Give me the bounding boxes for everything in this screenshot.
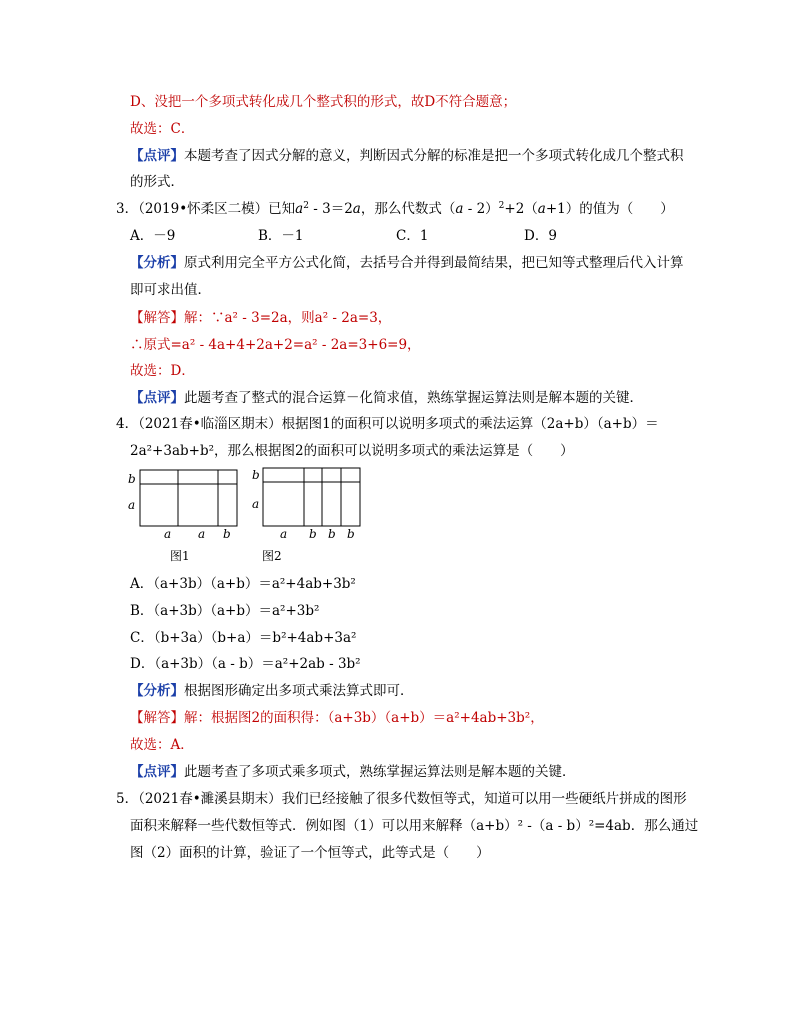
q4-option-a: A．（a+3b）（a+b）＝a²+4ab+3b²: [130, 576, 356, 592]
q5-stem: 5．（2021春•濉溪县期末）我们已经接触了很多代数恒等式，知道可以用一些硬纸片拼成的图形: [116, 791, 687, 807]
q3-answer: 故选：D．: [130, 363, 195, 379]
q2-review: [130, 146, 684, 166]
review-tag: 【点评】: [130, 764, 184, 780]
q2-answer: 故选：C．: [130, 121, 195, 137]
question-source: （2021春•临淄区期末）: [138, 416, 282, 432]
analysis-tag: 【分析】: [130, 255, 184, 271]
q4-option-d: D．（a+3b）（a - b）＝a²+2ab - 3b²: [130, 656, 361, 672]
fig2-bottom-label: b: [328, 527, 336, 541]
fig2-bottom-label: b: [309, 527, 317, 541]
q4-figures: [122, 464, 382, 564]
q3-analysis-line2: 即可求出值．: [130, 282, 211, 298]
q4-review: 【点评】此题考查了多项式乘多项式，熟练掌握运算法则是解本题的关键．: [130, 764, 576, 780]
q4-stem-line2: 2a²+3ab+b²，那么根据图2的面积可以说明多项式的乘法运算是（ ）: [130, 443, 574, 459]
q3-option-a: A．－9: [130, 228, 176, 244]
fig1-caption: 图1: [170, 549, 190, 563]
q3-solution-line2: ∴原式=a² - 4a+4+2a+2=a² - 2a=3+6=9，: [130, 337, 421, 353]
fig1-bottom-label: b: [223, 527, 231, 541]
solution-tag: 【解答】: [130, 710, 184, 726]
fig1-bottom-label: a: [164, 527, 172, 541]
fig2-side-label-a: a: [252, 497, 260, 511]
q3-option-c: C．1: [396, 228, 429, 244]
q3-option-b: B．－1: [258, 228, 304, 244]
q3-solution: 【解答】解：∵a² - 3=2a，则a² - 2a=3，: [130, 310, 392, 326]
fig2-bottom-label: a: [280, 527, 288, 541]
question-number: 3．: [116, 201, 139, 217]
review-tag: 【点评】: [130, 148, 184, 164]
q5-stem-line3: 图（2）面积的计算，验证了一个恒等式，此等式是（ ）: [130, 845, 490, 861]
question-number: 5．: [116, 791, 139, 807]
review-text: 本题考查了因式分解的意义，判断因式分解的标准是把一个多项式转化成几个整式积: [184, 148, 684, 164]
q4-analysis: 【分析】根据图形确定出多项式乘法算式即可．: [130, 683, 414, 699]
question-number: 4．: [116, 416, 139, 432]
figure-1: [128, 470, 237, 563]
fig1-bottom-label: a: [198, 527, 206, 541]
q4-option-c: C．（b+3a）（b+a）＝b²+4ab+3a²: [130, 630, 357, 646]
question-source: （2019•怀柔区二模）: [138, 201, 269, 217]
q4-answer: 故选：A．: [130, 737, 194, 753]
q3-stem: 3．（2019•怀柔区二模）已知$a^2 - 3=2a$，那么代数式（a - 2）$^2$+2（a+1）的值为（ ）: [116, 201, 674, 217]
review-tag: 【点评】: [130, 390, 184, 406]
fig2-bottom-label: b: [347, 527, 355, 541]
q4-solution: 【解答】解：根据图2的面积得：（a+3b）（a+b）＝a²+4ab+3b²，: [130, 710, 544, 726]
solution-tag: 【解答】: [130, 310, 184, 326]
q2-option-d-comment: D、没把一个多项式转化成几个整式积的形式，故D不符合题意；: [130, 94, 517, 110]
q5-stem-line2: 面积来解释一些代数恒等式．例如图（1）可以用来解释（a+b）² -（a - b）²=4ab．那么通过: [130, 818, 699, 834]
analysis-tag: 【分析】: [130, 683, 184, 699]
q2-review-line2: 的形式．: [130, 174, 184, 190]
fig1-side-label-a: a: [128, 498, 136, 512]
figure-2: [252, 468, 360, 563]
q3-analysis: 【分析】原式利用完全平方公式化简，去括号合并得到最简结果，把已知等式整理后代入计算: [130, 255, 684, 271]
q3-option-d: D．9: [524, 228, 557, 244]
question-source: （2021春•濉溪县期末）: [138, 791, 282, 807]
fig1-side-label-b: b: [128, 472, 136, 486]
fig2-caption: 图2: [262, 549, 282, 563]
q4-option-b: B．（a+3b）（a+b）＝a²+3b²: [130, 603, 320, 619]
fig2-side-label-b: b: [252, 468, 260, 482]
q4-stem: 4．（2021春•临淄区期末）根据图1的面积可以说明多项式的乘法运算（2a+b）（a+b）＝: [116, 416, 659, 432]
q3-review: 【点评】此题考查了整式的混合运算－化简求值，熟练掌握运算法则是解本题的关键．: [130, 390, 643, 406]
